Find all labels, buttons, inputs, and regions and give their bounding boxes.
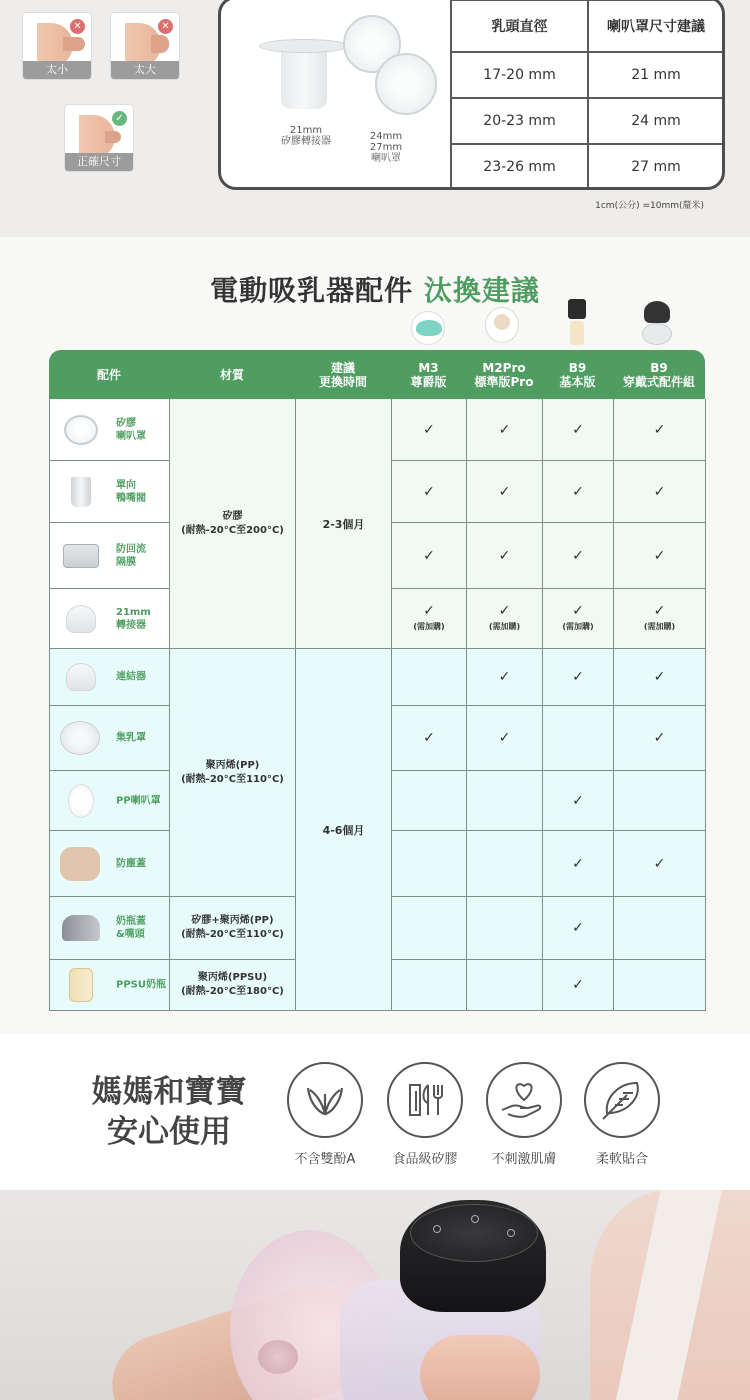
check-mark xyxy=(572,794,584,808)
ppsu-bottle-icon xyxy=(60,968,102,1002)
material-cell xyxy=(170,897,296,960)
header-shield-size: 喇叭罩尺寸建議 xyxy=(588,0,724,52)
check-cell xyxy=(614,771,706,831)
diaphragm-icon xyxy=(60,539,102,573)
check-icon: ✓ xyxy=(112,111,127,126)
check-cell xyxy=(614,960,706,1011)
size-guide-box xyxy=(218,0,725,190)
check-glyph: ✓ xyxy=(572,977,584,993)
check-glyph: ✓ xyxy=(572,920,584,936)
check-cell xyxy=(467,523,543,589)
check-cell xyxy=(543,461,614,523)
part-cell xyxy=(50,706,170,771)
size-table-header xyxy=(451,0,724,52)
safety-section xyxy=(0,1034,750,1190)
check-cell xyxy=(392,399,467,461)
b9-wearable-product-image xyxy=(640,301,674,351)
check-mark xyxy=(572,485,584,499)
part-name: 防回流 隔膜 xyxy=(116,543,146,568)
part-name: 集乳罩 xyxy=(116,732,146,744)
adapter-image xyxy=(259,39,349,111)
shield-caption xyxy=(351,131,421,164)
cross-icon: ✕ xyxy=(70,19,85,34)
check-glyph: ✓ xyxy=(498,483,511,500)
check-cell xyxy=(392,589,467,649)
check-cell xyxy=(543,523,614,589)
check-glyph: ✓ xyxy=(498,669,511,685)
material-text: 聚丙烯(PPSU) (耐熱-20°C至180°C) xyxy=(181,972,284,997)
check-mark xyxy=(562,604,593,634)
replace-time-cell xyxy=(296,399,392,649)
feature-bpa-free xyxy=(285,1062,365,1167)
table-row xyxy=(451,144,724,190)
part-cell xyxy=(50,461,170,523)
header-material: 材質 xyxy=(219,367,244,382)
photo-supporting-hand xyxy=(420,1335,540,1400)
check-glyph: ✓ xyxy=(498,547,511,564)
accessory-images xyxy=(221,0,451,189)
check-mark xyxy=(654,670,666,684)
check-cell xyxy=(543,771,614,831)
check-glyph: ✓ xyxy=(572,547,584,564)
nipple-illustration xyxy=(151,35,169,53)
header-nipple-diameter: 乳頭直徑 xyxy=(451,0,588,52)
replacement-section xyxy=(0,237,750,1034)
check-cell xyxy=(467,771,543,831)
unit-note: 1cm(公分) =10mm(釐米) xyxy=(595,201,704,211)
purchase-note: (需加購) xyxy=(413,621,445,631)
part-cell xyxy=(50,589,170,649)
check-cell xyxy=(614,589,706,649)
replace-time-text: 4-6個月 xyxy=(322,823,365,837)
check-cell xyxy=(543,706,614,771)
header-m3: M3 尊爵版 xyxy=(410,360,447,389)
part-cell xyxy=(50,649,170,706)
feather-icon xyxy=(584,1062,660,1138)
check-mark xyxy=(654,423,666,437)
table-row xyxy=(451,52,724,98)
shield-icon xyxy=(60,413,102,447)
check-glyph: ✓ xyxy=(653,421,666,438)
check-glyph: ✓ xyxy=(423,547,435,564)
title-main: 電動吸乳器配件 xyxy=(210,274,424,307)
shield-size-cell: 21 mm xyxy=(588,52,724,98)
heart-hand-icon xyxy=(486,1062,562,1138)
check-cell xyxy=(467,831,543,897)
material-cell xyxy=(170,649,296,897)
check-mark xyxy=(423,731,435,745)
check-mark xyxy=(572,857,584,871)
check-cell xyxy=(543,831,614,897)
check-glyph: ✓ xyxy=(572,855,584,872)
replace-time-cell xyxy=(296,649,392,1011)
check-glyph: ✓ xyxy=(653,855,666,872)
shield-image-27 xyxy=(375,53,437,115)
feature-label: 柔軟貼合 xyxy=(595,1152,648,1167)
photo-nipple-tunnel xyxy=(258,1340,298,1374)
check-cell xyxy=(392,897,467,960)
check-mark xyxy=(644,604,675,634)
check-cell xyxy=(543,399,614,461)
header-b9-wearable: B9 穿戴式配件組 xyxy=(622,360,695,389)
cross-icon: ✕ xyxy=(158,19,173,34)
part-cell xyxy=(50,399,170,461)
adapter-icon xyxy=(60,602,102,636)
check-cell xyxy=(392,831,467,897)
check-cell xyxy=(392,649,467,706)
nipple-diameter-cell: 23-26 mm xyxy=(451,144,588,190)
m2pro-product-image xyxy=(485,307,519,343)
material-cell xyxy=(170,399,296,649)
check-cell xyxy=(392,706,467,771)
valve-icon xyxy=(60,475,102,509)
check-cell xyxy=(614,523,706,589)
check-glyph: ✓ xyxy=(498,602,511,619)
part-cell xyxy=(50,831,170,897)
check-cell xyxy=(614,831,706,897)
feature-soft-fit xyxy=(582,1062,662,1167)
check-cell xyxy=(392,461,467,523)
shield-size-cell: 24 mm xyxy=(588,98,724,144)
check-cell xyxy=(614,399,706,461)
feature-label: 不刺激肌膚 xyxy=(491,1152,557,1167)
safety-title-line: 安心使用 xyxy=(107,1114,231,1150)
part-name: 21mm 轉接器 xyxy=(116,606,151,631)
title-highlight: 汰換建議 xyxy=(423,274,540,307)
feature-label: 食品級矽膠 xyxy=(392,1152,458,1167)
check-glyph: ✓ xyxy=(498,730,511,746)
fit-guide-section xyxy=(0,0,750,237)
check-cell xyxy=(614,897,706,960)
check-glyph: ✓ xyxy=(572,602,584,619)
size-table xyxy=(450,0,725,190)
check-cell xyxy=(614,461,706,523)
check-mark xyxy=(572,549,584,563)
check-mark xyxy=(572,978,584,992)
shield-size-cell: 27 mm xyxy=(588,144,724,190)
check-cell xyxy=(392,523,467,589)
caption-line: 21mm xyxy=(289,125,323,136)
check-mark xyxy=(572,423,584,437)
check-cell xyxy=(614,706,706,771)
check-mark xyxy=(499,731,511,745)
product-photo xyxy=(0,1190,750,1400)
check-glyph: ✓ xyxy=(572,669,584,685)
header-m2pro: M2Pro 標準版Pro xyxy=(474,360,534,389)
caption-line: 喇叭罩 xyxy=(371,153,401,164)
check-cell xyxy=(543,649,614,706)
correct-size-label: 正確尺寸 xyxy=(65,153,133,171)
check-glyph: ✓ xyxy=(653,547,666,564)
check-mark xyxy=(499,670,511,684)
safety-title-line: 媽媽和寶寶 xyxy=(91,1074,247,1110)
leaf-icon xyxy=(287,1062,363,1138)
part-name: 矽膠 喇叭罩 xyxy=(116,417,146,442)
dust-cover-icon xyxy=(60,847,102,881)
section-title xyxy=(0,269,750,309)
check-cell xyxy=(467,706,543,771)
power-button-icon xyxy=(433,1225,441,1233)
too-big-card xyxy=(110,12,180,80)
too-big-label: 太大 xyxy=(111,61,179,79)
check-mark xyxy=(413,604,444,634)
collection-cup-icon xyxy=(60,721,102,755)
feature-label: 不含雙酚A xyxy=(294,1152,356,1167)
material-cell xyxy=(170,960,296,1011)
part-cell xyxy=(50,771,170,831)
check-cell xyxy=(467,897,543,960)
check-glyph: ✓ xyxy=(498,421,511,438)
adapter-caption xyxy=(251,125,361,147)
feature-food-grade xyxy=(385,1062,465,1167)
check-cell xyxy=(467,649,543,706)
check-glyph: ✓ xyxy=(423,602,435,619)
nipple-diameter-cell: 17-20 mm xyxy=(451,52,588,98)
header-part: 配件 xyxy=(96,367,121,382)
check-mark xyxy=(499,423,511,437)
part-name: 連結器 xyxy=(116,671,146,683)
check-glyph: ✓ xyxy=(572,421,584,438)
check-mark xyxy=(423,485,435,499)
b9-basic-product-image xyxy=(560,297,590,347)
nipple-diameter-cell: 20-23 mm xyxy=(451,98,588,144)
part-cell xyxy=(50,897,170,960)
check-mark xyxy=(423,549,435,563)
replace-time-text: 2-3個月 xyxy=(322,517,365,531)
purchase-note: (需加購) xyxy=(643,621,676,631)
pp-shield-icon xyxy=(60,784,102,818)
part-cell xyxy=(50,960,170,1011)
check-glyph: ✓ xyxy=(423,730,435,746)
nipple-illustration xyxy=(63,37,85,51)
caption-line: 矽膠轉接器 xyxy=(281,136,331,147)
safety-title xyxy=(80,1072,258,1152)
check-mark xyxy=(654,485,666,499)
header-b9-basic: B9 基本版 xyxy=(559,360,596,389)
check-cell xyxy=(614,649,706,706)
too-small-label: 太小 xyxy=(23,61,91,79)
caption-line: 24mm xyxy=(369,131,403,142)
table-row xyxy=(451,98,724,144)
check-cell xyxy=(543,897,614,960)
check-mark xyxy=(654,549,666,563)
check-cell xyxy=(467,589,543,649)
part-name: PP喇叭罩 xyxy=(116,795,161,806)
check-mark xyxy=(654,857,666,871)
check-mark xyxy=(499,485,511,499)
check-cell xyxy=(543,960,614,1011)
check-mark xyxy=(654,731,666,745)
too-small-card xyxy=(22,12,92,80)
material-text: 聚丙烯(PP) (耐熱-20°C至110°C) xyxy=(181,759,284,785)
mode-button-icon xyxy=(471,1215,479,1223)
part-name: PPSU奶瓶 xyxy=(116,979,166,991)
check-mark xyxy=(423,423,435,437)
photo-pump-controls xyxy=(410,1204,538,1262)
table-body xyxy=(49,399,705,1011)
part-name: 防塵蓋 xyxy=(116,858,146,869)
check-cell xyxy=(392,771,467,831)
check-glyph: ✓ xyxy=(653,730,666,746)
part-name: 奶瓶蓋 &嘴頭 xyxy=(116,916,146,940)
check-mark xyxy=(572,670,584,684)
check-cell xyxy=(467,960,543,1011)
material-text: 矽膠 (耐熱-20°C至200°C) xyxy=(181,510,284,536)
feature-gentle-skin xyxy=(484,1062,564,1167)
check-cell xyxy=(543,589,614,649)
nipple-illustration xyxy=(105,131,121,143)
part-name: 單向 鴨嘴閥 xyxy=(116,479,146,504)
check-cell xyxy=(467,399,543,461)
connector-icon xyxy=(60,660,102,694)
purchase-note: (需加購) xyxy=(488,621,521,631)
level-button-icon xyxy=(507,1229,515,1237)
check-glyph: ✓ xyxy=(572,792,584,809)
check-glyph: ✓ xyxy=(653,602,666,619)
correct-size-card xyxy=(64,104,134,172)
check-mark xyxy=(572,921,584,935)
check-glyph: ✓ xyxy=(653,669,666,685)
check-glyph: ✓ xyxy=(653,483,666,500)
part-cell xyxy=(50,523,170,589)
utensils-icon xyxy=(387,1062,463,1138)
check-cell xyxy=(467,461,543,523)
m3-product-image xyxy=(411,311,445,345)
header-replace-time: 建議 更換時間 xyxy=(318,360,367,389)
purchase-note: (需加購) xyxy=(562,621,594,631)
bottle-cap-icon xyxy=(60,911,102,945)
check-mark xyxy=(499,549,511,563)
table-header xyxy=(49,350,705,399)
replacement-table xyxy=(49,350,705,1011)
check-glyph: ✓ xyxy=(572,483,584,500)
check-mark xyxy=(489,604,520,634)
material-text: 矽膠+聚丙烯(PP) (耐熱-20°C至110°C) xyxy=(181,915,284,940)
caption-line: 27mm xyxy=(369,142,403,153)
check-glyph: ✓ xyxy=(423,421,435,438)
check-glyph: ✓ xyxy=(423,483,435,500)
check-cell xyxy=(392,960,467,1011)
